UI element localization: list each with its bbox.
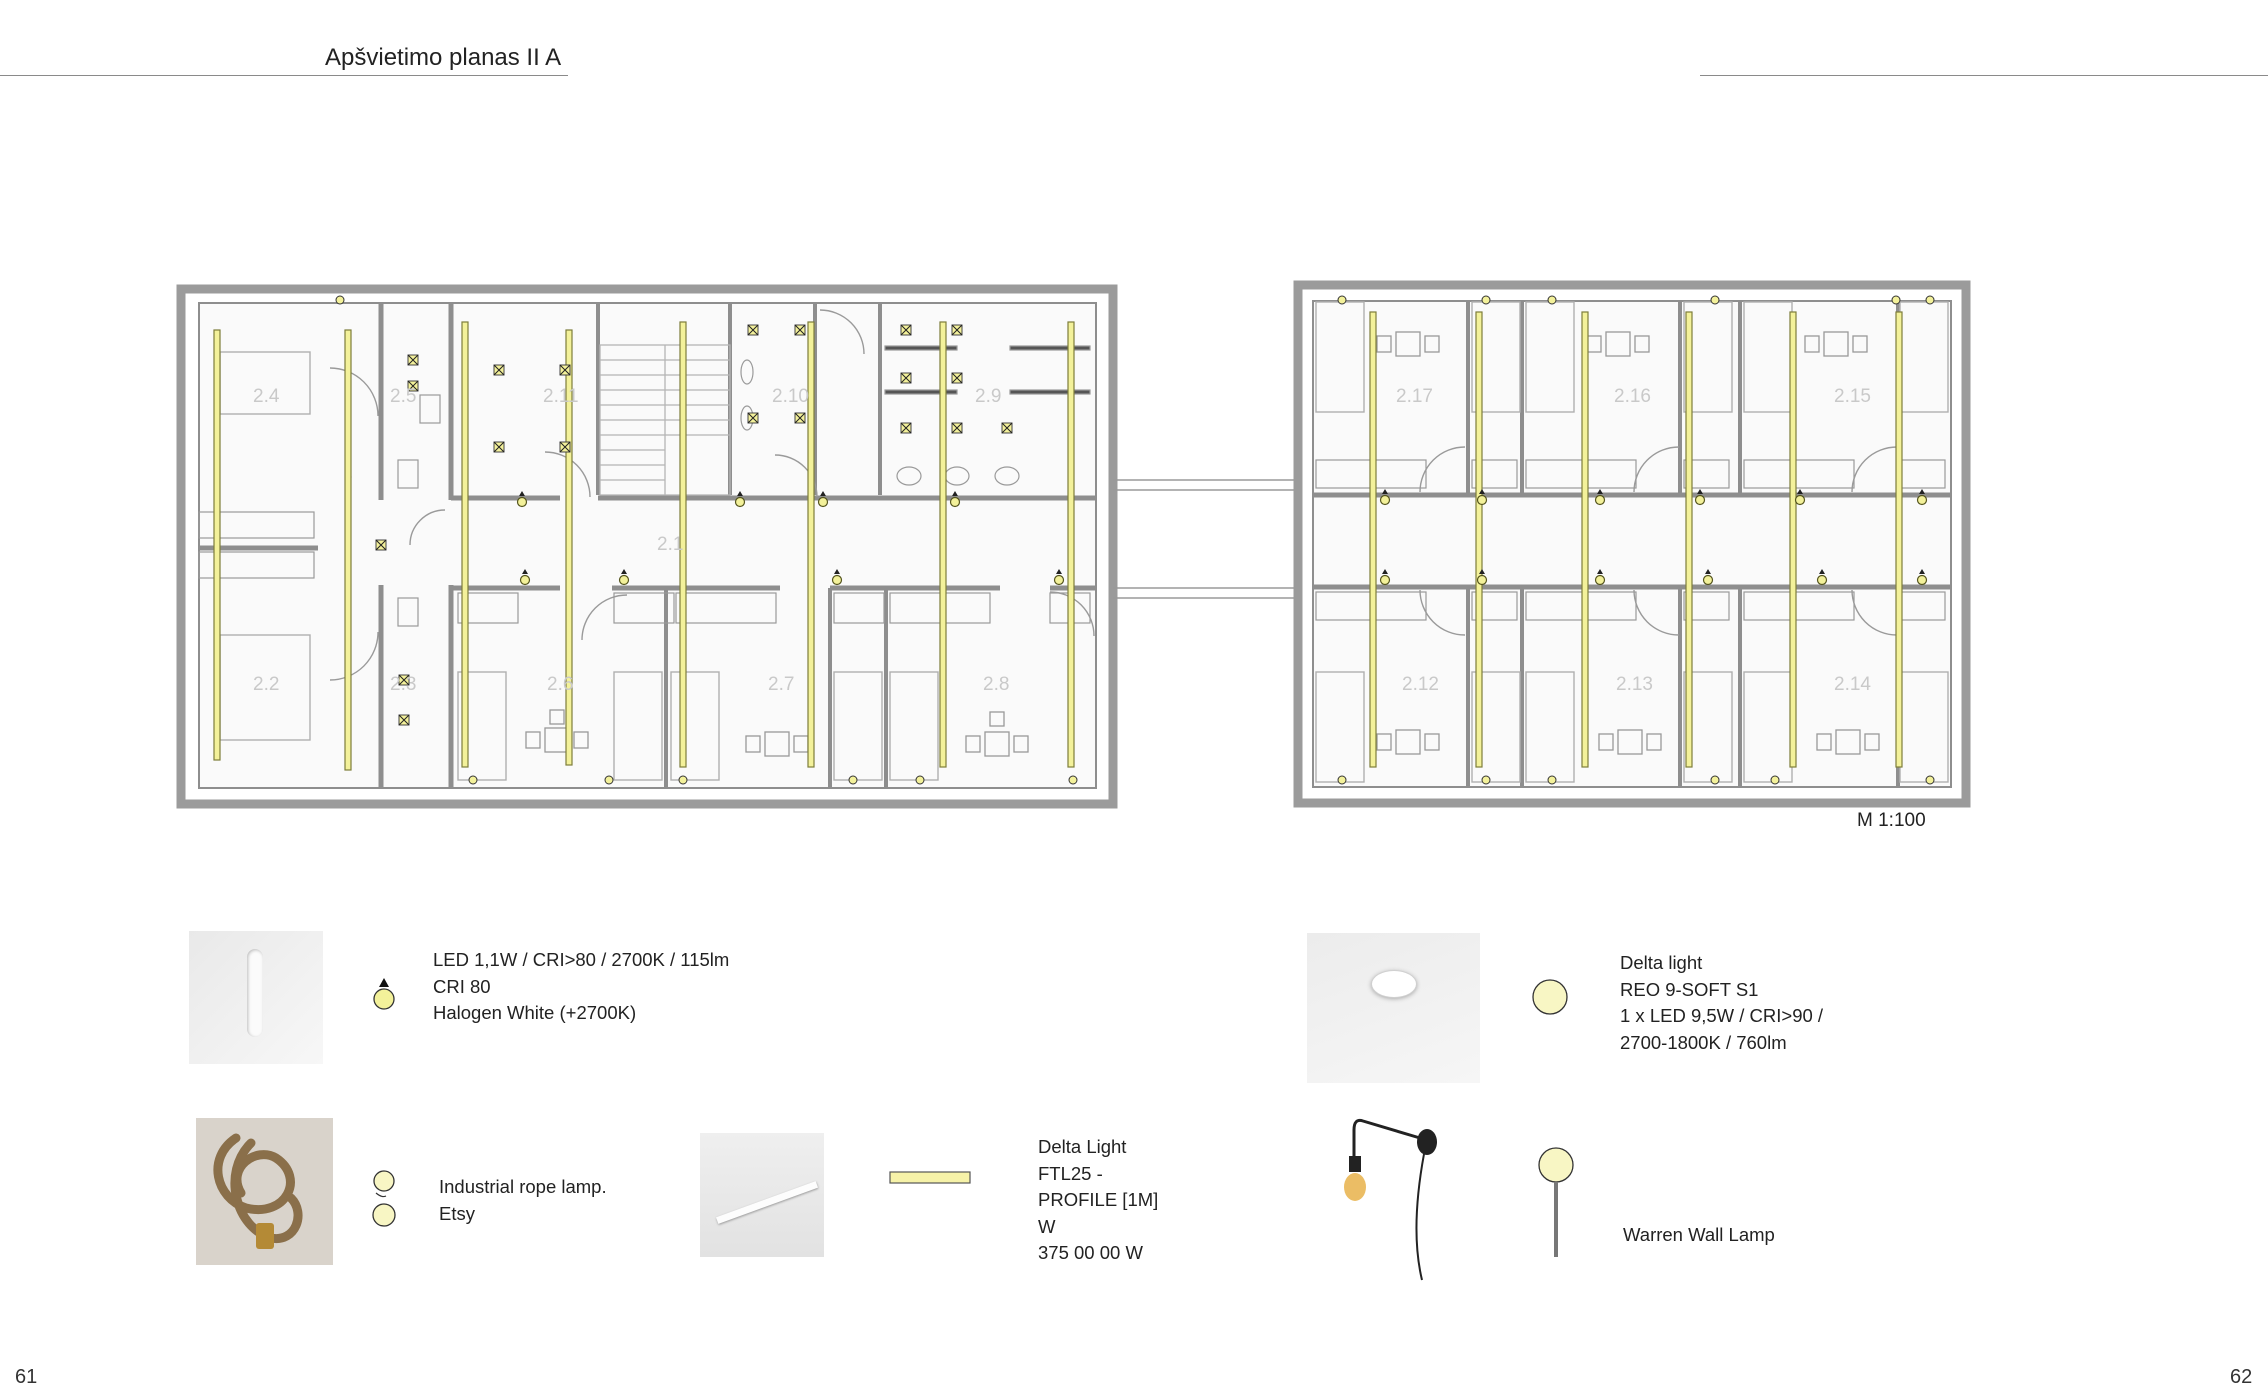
downlight-spec: Delta light REO 9-SOFT S1 1 x LED 9,5W / CRI>90 / 2700-1800K / 760lm: [1620, 952, 1824, 1053]
room-label: 2.10: [772, 386, 809, 407]
page-number-right: 62: [2230, 1366, 2253, 1388]
profile-strip-icon: [888, 1170, 974, 1186]
wall-lamp-icon: [1536, 1145, 1576, 1260]
downlight-photo: [1307, 933, 1480, 1083]
wall-led-spec: LED 1,1W / CRI>80 / 2700K / 115lm CRI 80 Halogen White (+2700K): [433, 949, 730, 1023]
room-label: 2.7: [768, 674, 795, 695]
room-label: 2.11: [543, 386, 579, 407]
downlight-icon: [1530, 977, 1570, 1017]
room-label: 2.8: [983, 674, 1010, 695]
room-label: 2.2: [253, 674, 280, 695]
left-building: [181, 289, 1113, 804]
profile-spec: Delta Light FTL25 - PROFILE [1M] W 375 00 00 W: [1038, 1136, 1159, 1263]
profile-photo: [700, 1133, 824, 1257]
room-label: 2.12: [1402, 674, 1439, 695]
room-label: 2.14: [1834, 674, 1871, 695]
room-label: 2.1: [657, 534, 684, 555]
room-label: 2.9: [975, 386, 1002, 407]
rope-lamp-icon: [370, 1166, 400, 1230]
room-label: 2.15: [1834, 386, 1871, 407]
right-building: [1298, 285, 1966, 803]
room-label: 2.17: [1396, 386, 1433, 407]
room-label: 2.4: [253, 386, 280, 407]
warren-spec: Warren Wall Lamp: [1623, 1224, 1775, 1245]
warren-lamp-photo: [1330, 1110, 1450, 1285]
room-label: 2.6: [547, 674, 574, 695]
page-title: Apšvietimo planas II A: [325, 44, 562, 71]
scale-label: M 1:100: [1857, 810, 1926, 831]
room-label: 2.16: [1614, 386, 1651, 407]
wall-led-photo: [189, 931, 323, 1064]
room-label: 2.5: [390, 386, 417, 407]
wall-led-icon: [371, 975, 397, 1015]
room-label: 2.13: [1616, 674, 1653, 695]
page-number-left: 61: [15, 1366, 38, 1388]
rope-lamp-photo: [196, 1118, 333, 1265]
connecting-corridor: [1113, 480, 1298, 598]
room-label: 2.3: [390, 674, 417, 695]
rope-lamp-spec: Industrial rope lamp. Etsy: [439, 1176, 607, 1224]
